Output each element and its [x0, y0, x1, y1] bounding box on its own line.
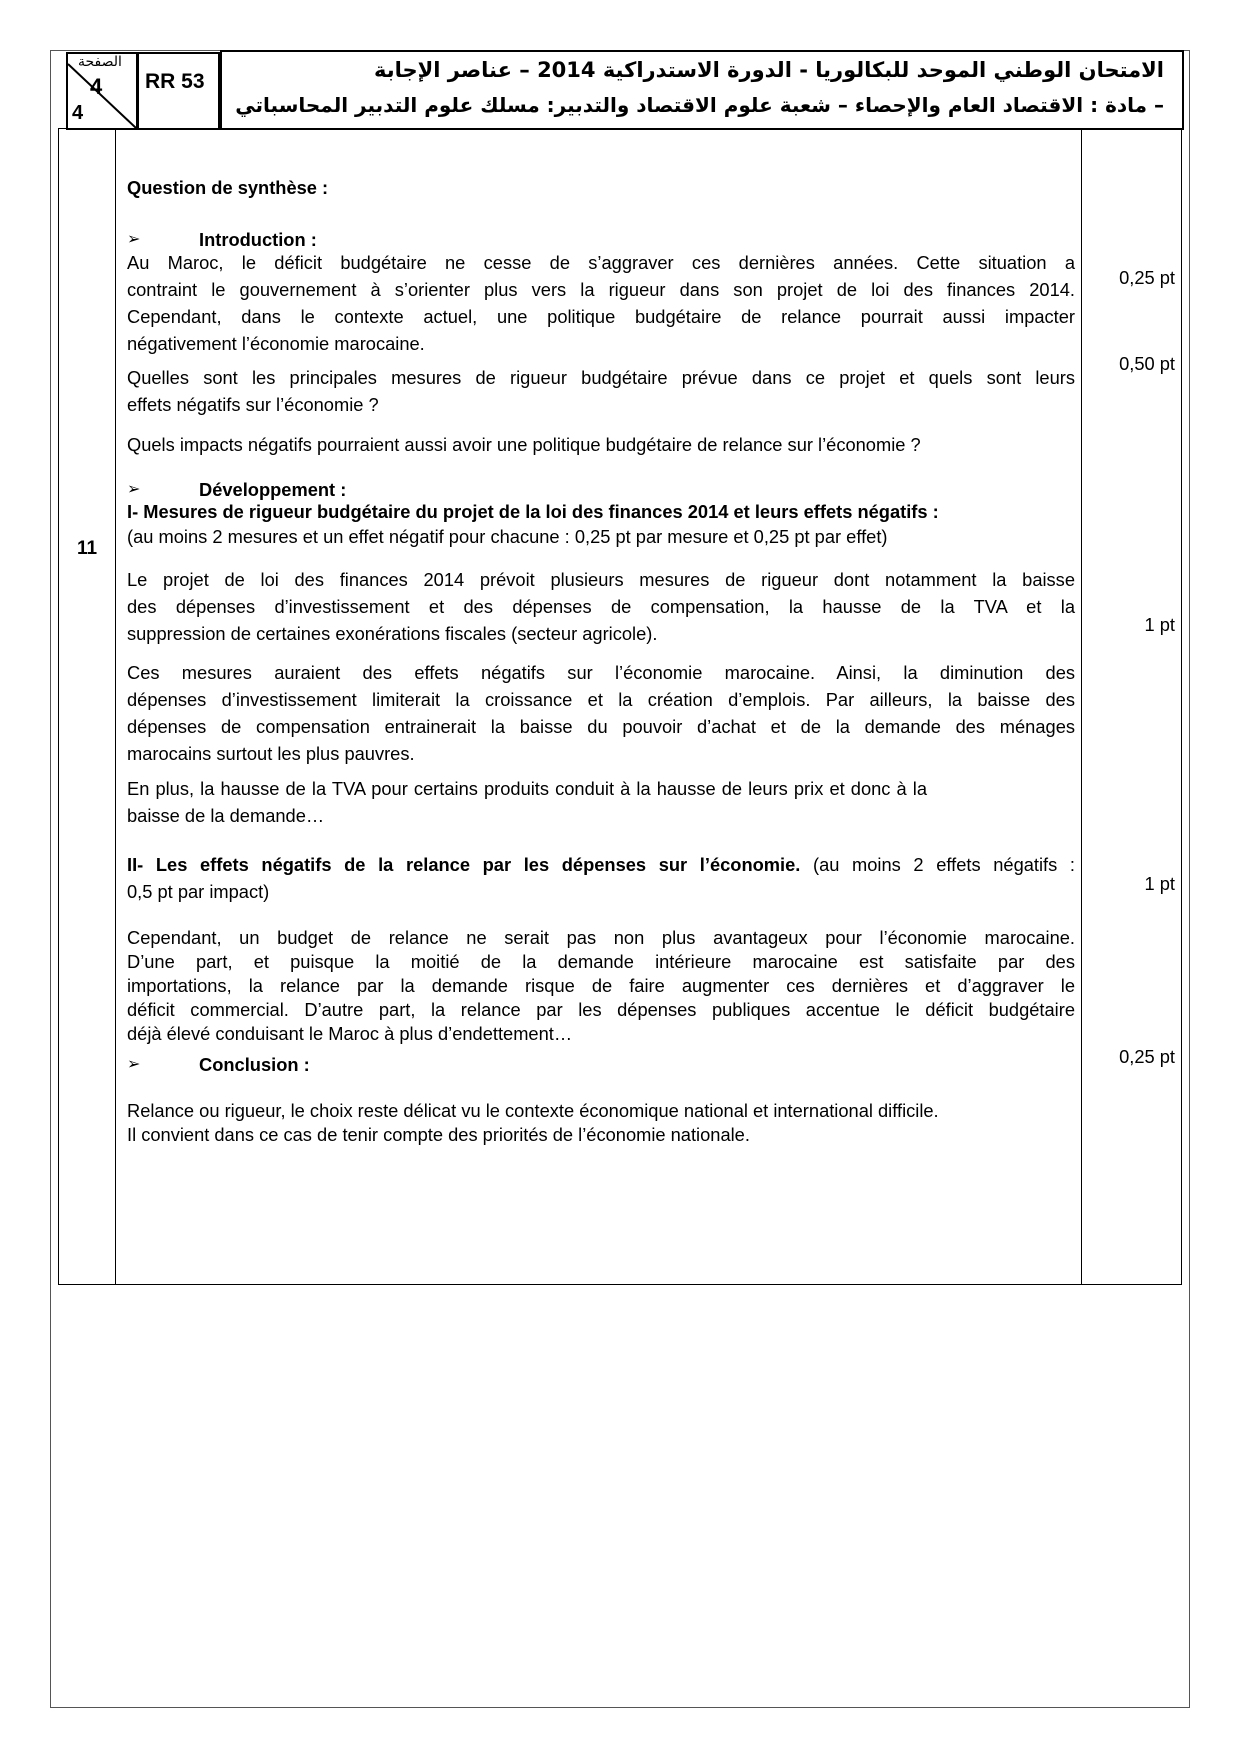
- answer-table: [58, 128, 1182, 1285]
- exam-title-box: [220, 50, 1184, 130]
- conclusion-heading: [127, 1051, 1075, 1078]
- conclusion-title: Conclusion :: [199, 1054, 310, 1075]
- part1-paragraph-1: [127, 566, 1075, 647]
- exam-title-line1: الامتحان الوطني الموحد للبكالوريا - الدورة الاستدراكية 2014 – عناصر الإجابة: [373, 58, 1164, 82]
- points-part2: 1 pt: [1144, 873, 1175, 894]
- exam-title-line2: – مادة : الاقتصاد العام والإحصاء – شعبة علوم الاقتصاد والتدبير: مسلك علوم التدبير المحاسباتي: [235, 93, 1164, 117]
- part2-note: (au moins 2 effets négatifs :: [800, 854, 1075, 875]
- paragraph-line: Ces mesures auraient des effets négatifs sur l’économie marocaine. Ainsi, la diminution des: [127, 662, 1075, 683]
- arrowhead-bullet-icon: ➢: [127, 1056, 141, 1073]
- part2-note-line: 0,5 pt par impact): [127, 881, 270, 902]
- part1-note: (au moins 2 mesures et un effet négatif pour chacune : 0,25 pt par mesure et 0,25 pt par effet): [127, 526, 888, 547]
- paragraph-line: marocains surtout les plus pauvres.: [127, 743, 415, 764]
- points-problem: 0,50 pt: [1119, 353, 1175, 374]
- exam-code: RR 53: [145, 70, 205, 93]
- intro-title: Introduction :: [199, 229, 317, 250]
- arrowhead-bullet-icon: ➢: [127, 481, 141, 498]
- page-total: 4: [72, 102, 84, 124]
- question-number: 11: [76, 538, 98, 559]
- part2-paragraph: [127, 926, 1075, 1046]
- problem-question-1: [127, 364, 1075, 418]
- problem-line: effets négatifs sur l’économie ?: [127, 394, 379, 415]
- part2-title: II- Les effets négatifs de la relance par les dépenses sur l’économie.: [127, 854, 801, 875]
- paragraph-line: Le projet de loi des finances 2014 prévoit plusieurs mesures de rigueur dont notamment la baisse: [127, 569, 1075, 590]
- arrowhead-bullet-icon: ➢: [127, 231, 141, 248]
- paragraph-line: Relance ou rigueur, le choix reste délicat vu le contexte économique national et international difficile.: [127, 1100, 939, 1121]
- points-intro: 0,25 pt: [1119, 267, 1175, 288]
- page-label: الصفحة: [78, 54, 122, 70]
- part1-title: I- Mesures de rigueur budgétaire du projet de la loi des finances 2014 et leurs effets négatifs :: [127, 501, 939, 522]
- paragraph-line: baisse de la demande…: [127, 805, 325, 826]
- problem-line: Quelles sont les principales mesures de rigueur budgétaire prévue dans ce projet et quels sont leurs: [127, 367, 1075, 388]
- points-part1: 1 pt: [1144, 614, 1175, 635]
- answer-content: [127, 129, 1075, 1284]
- part2-heading: [127, 851, 1075, 905]
- part1-paragraph-2: [127, 659, 1075, 767]
- points-conclusion: 0,25 pt: [1119, 1046, 1175, 1067]
- paragraph-line: dépenses d’investissement limiterait la croissance et la création d’emplois. Par ailleurs, la baisse des: [127, 689, 1075, 710]
- paragraph-line: Il convient dans ce cas de tenir compte des priorités de l’économie nationale.: [127, 1124, 750, 1145]
- paragraph-line: dépenses de compensation entrainerait la baisse du pouvoir d’achat et de la demande des ménages: [127, 716, 1075, 737]
- part1-paragraph-3: [127, 775, 927, 829]
- paragraph-line: déjà élevé conduisant le Maroc à plus d’endettement…: [127, 1023, 573, 1044]
- paragraph-line: Cependant, un budget de relance ne serait pas non plus avantageux pour l’économie marocaine.: [127, 927, 1075, 948]
- column-divider-points: [1081, 129, 1082, 1284]
- paragraph-line: D’une part, et puisque la moitié de la demande intérieure marocaine est satisfaite par des: [127, 951, 1075, 972]
- problem-question-2: Quels impacts négatifs pourraient aussi avoir une politique budgétaire de relance sur l’économie ?: [127, 434, 921, 455]
- intro-line: Au Maroc, le déficit budgétaire ne cesse de s’aggraver ces dernières années. Cette situation a: [127, 252, 1075, 273]
- intro-line: négativement l’économie marocaine.: [127, 333, 425, 354]
- paragraph-line: des dépenses d’investissement et des dépenses de compensation, la hausse de la TVA et la: [127, 596, 1075, 617]
- paragraph-line: suppression de certaines exonérations fiscales (secteur agricole).: [127, 623, 658, 644]
- intro-line: contraint le gouvernement à s’orienter plus vers la rigueur dans son projet de loi des finances 2014.: [127, 279, 1075, 300]
- conclusion-paragraph: [127, 1099, 1075, 1147]
- intro-paragraph: [127, 249, 1075, 357]
- intro-line: Cependant, dans le contexte actuel, une politique budgétaire de relance pourrait aussi impacter: [127, 306, 1075, 327]
- part2-title-line: [127, 851, 1075, 878]
- paragraph-line: importations, la relance par la demande risque de faire augmenter ces dernières et d’aggraver le: [127, 975, 1075, 996]
- paragraph-line: déficit commercial. D’autre part, la relance par les dépenses publiques accentue le déficit budgétaire: [127, 999, 1075, 1020]
- question-heading: Question de synthèse :: [127, 177, 329, 198]
- exam-code-box: [137, 52, 220, 130]
- page-number-box: [66, 52, 138, 130]
- page-current: 4: [90, 74, 103, 99]
- column-divider-number: [115, 129, 116, 1284]
- paragraph-line: En plus, la hausse de la TVA pour certains produits conduit à la hausse de leurs prix et donc à la: [127, 778, 927, 799]
- development-title: Développement :: [199, 479, 347, 500]
